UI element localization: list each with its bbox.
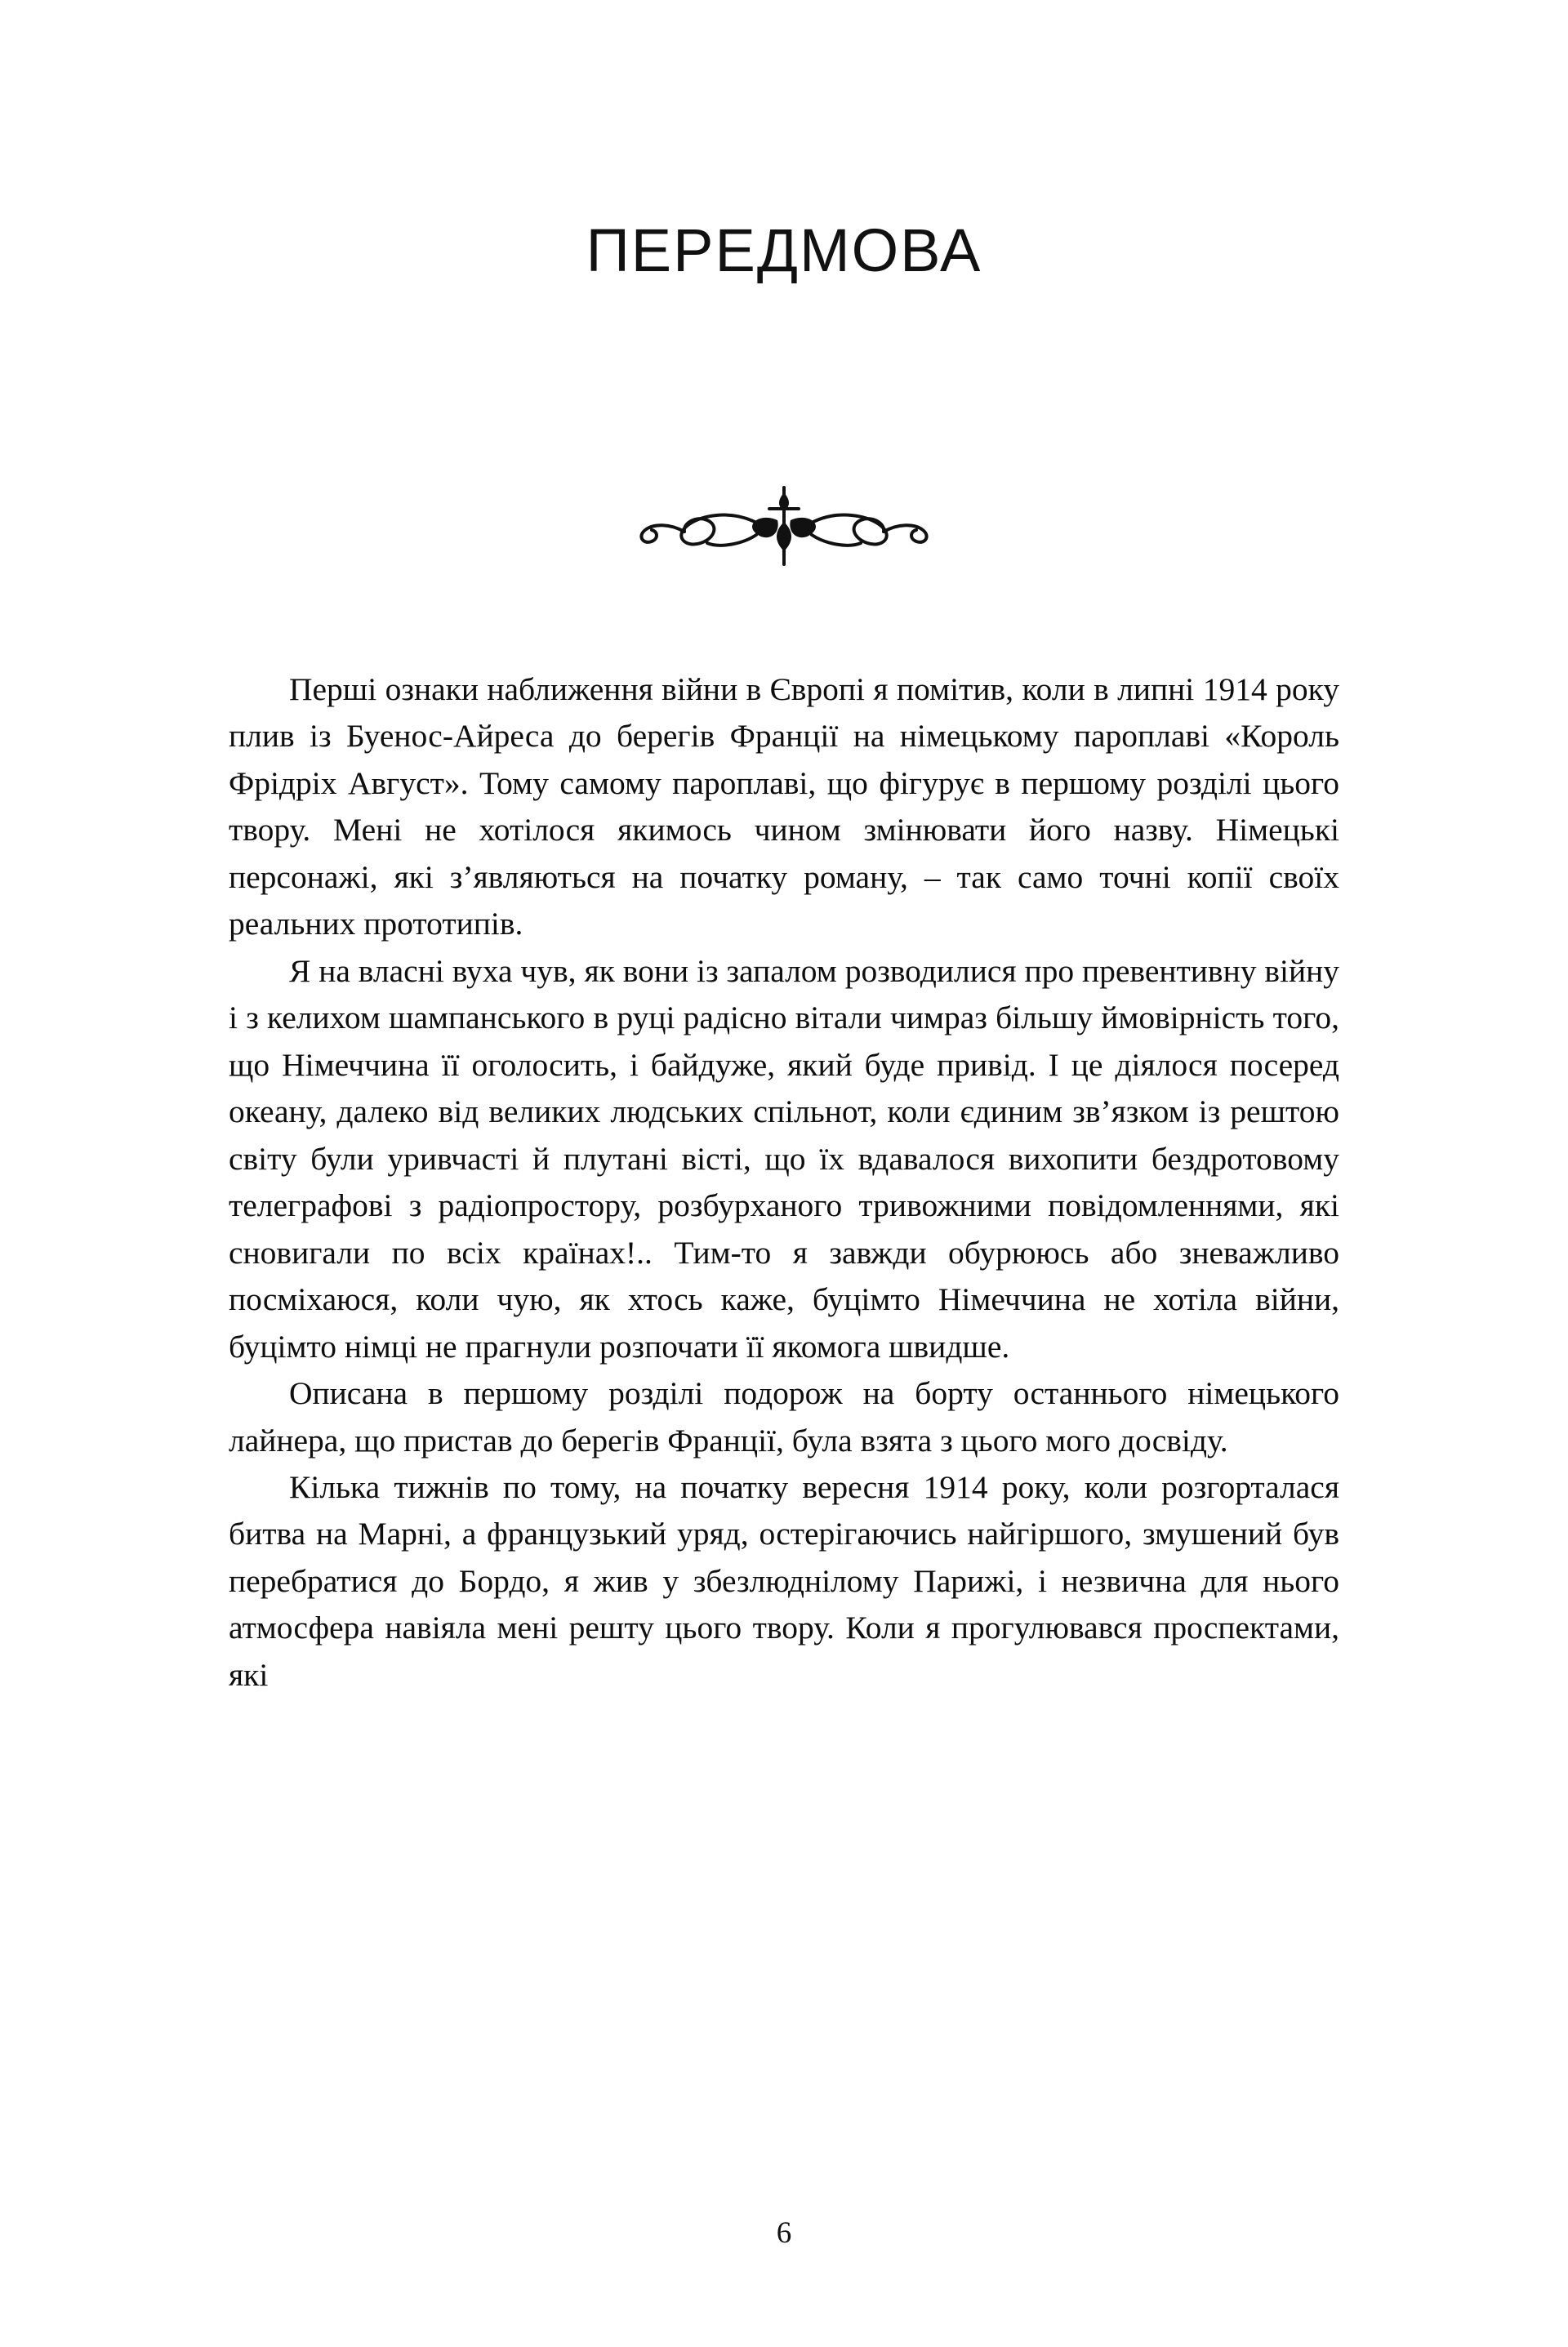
paragraph: Описана в першому розділі подорож на борту останнього німецького лайнера, що пристав до берегів Франції, була взята з цього мого досвіду. [229,1375,1339,1459]
paragraph: Кілька тижнів по тому, на початку вересня 1914 року, коли розгорталася битва на Марні, а французький уряд, остерігаючись найгіршого, змушений був перебратися до Бордо, я жив у збезлюднілому Парижі, і незвична для нього атмосфера навіяла мені решту цього твору. Коли я прогулювався проспектами, які [229,1468,1339,1693]
paragraph: Я на власні вуха чув, як вони із запалом розводилися про превентивну війну і з келихом шампанського в руці радісно вітали чимраз більшу ймовірність того, що Німеччина її оголосить, і байдуже, який буде привід. І це діялося посеред океану, далеко від великих людських спільнот, коли єдиним зв’язком із рештою світу були уривчасті й плутані вісті, що їх вдавалося вихопити бездротовому телеграфові з радіопростору, розбурханого тривожними повідомленнями, які сновигали по всіх країнах!.. Тим-то я завжди обурююсь або зневажливо посміхаюся, коли чую, як хтось каже, буцімто Німеччина не хотіла війни, буцімто німці не прагнули розпочати її якомога швидше. [229,952,1339,1365]
paragraph: Перші ознаки наближення війни в Європі я помітив, коли в липні 1914 року плив із Буенос-Айреса до берегів Франції на німецькому пароплаві «Король Фрідріх Август». Тому самому пароплаві, що фігурує в першому розділі цього твору. Мені не хотілося якимось чином змінювати його назву. Німецькі персонажі, які з’являються на початку роману, – так само точні копії своїх реальних прототипів. [229,671,1339,942]
body-text [229,666,1339,1699]
page-title: ПЕРЕДМОВА [586,216,982,284]
decorative-flourish-divider [229,469,1339,575]
page-content-area [229,0,1339,2347]
page-number: 6 [776,2216,792,2250]
